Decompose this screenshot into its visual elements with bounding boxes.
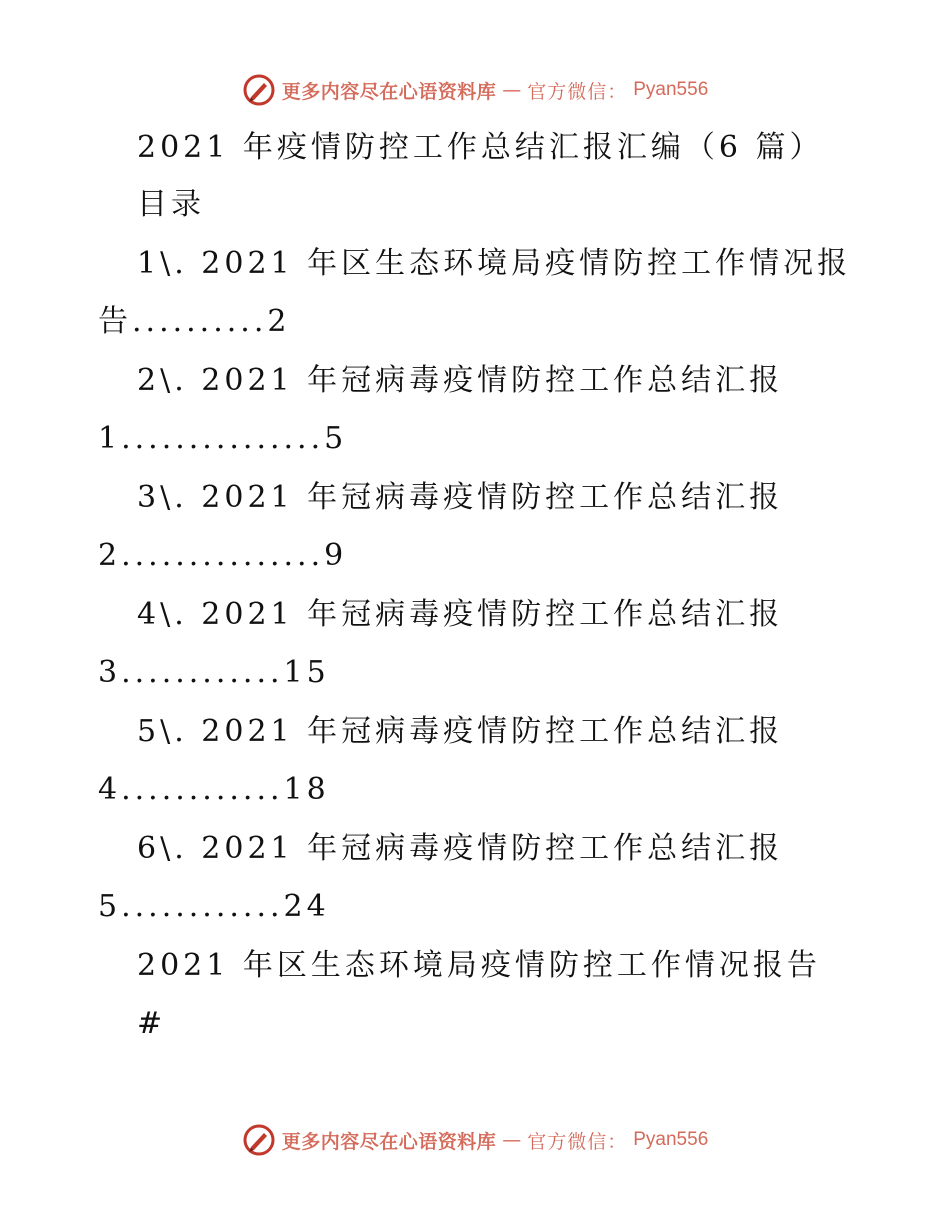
toc-item-2-line2: 1...............5 [98,421,348,456]
watermark-separator: — [502,1129,522,1151]
section-marker: # [137,1006,167,1041]
toc-item-3-line1: 3\. 2021 年冠病毒疫情防控工作总结汇报 [137,480,784,515]
toc-item-4-line2: 3............15 [98,655,330,690]
toc-item-6-line1: 6\. 2021 年冠病毒疫情防控工作总结汇报 [137,831,784,866]
toc-item-4-line1: 4\. 2021 年冠病毒疫情防控工作总结汇报 [137,597,784,632]
watermark-contact-label: 官方微信： [527,80,628,103]
toc-heading: 目录 [137,187,205,222]
watermark-contact-label: 官方微信： [527,1130,628,1153]
toc-item-3-line2: 2...............9 [98,538,348,573]
toc-item-5-line1: 5\. 2021 年冠病毒疫情防控工作总结汇报 [137,714,784,749]
toc-item-1-line1: 1\. 2021 年区生态环境局疫情防控工作情况报 [137,246,852,281]
watermark-contact-id: Pyan556 [633,1129,709,1150]
toc-item-2-line1: 2\. 2021 年冠病毒疫情防控工作总结汇报 [137,363,784,398]
toc-item-6-line2: 5............24 [98,889,330,924]
pen-logo-icon [242,1123,276,1157]
document-title: 2021 年疫情防控工作总结汇报汇编（6 篇） [137,130,824,165]
watermark-separator: — [502,79,522,101]
toc-item-1-line2: 告..........2 [98,304,291,339]
header-watermark [0,70,950,110]
watermark-brand-text: 更多内容尽在心语资料库 [281,1130,497,1153]
section-title: 2021 年区生态环境局疫情防控工作情况报告 [137,948,821,983]
pen-logo-icon [242,73,276,107]
footer-watermark [0,1120,950,1160]
watermark-brand-text: 更多内容尽在心语资料库 [281,80,497,103]
toc-item-5-line2: 4............18 [98,772,330,807]
watermark-contact-id: Pyan556 [633,79,709,100]
